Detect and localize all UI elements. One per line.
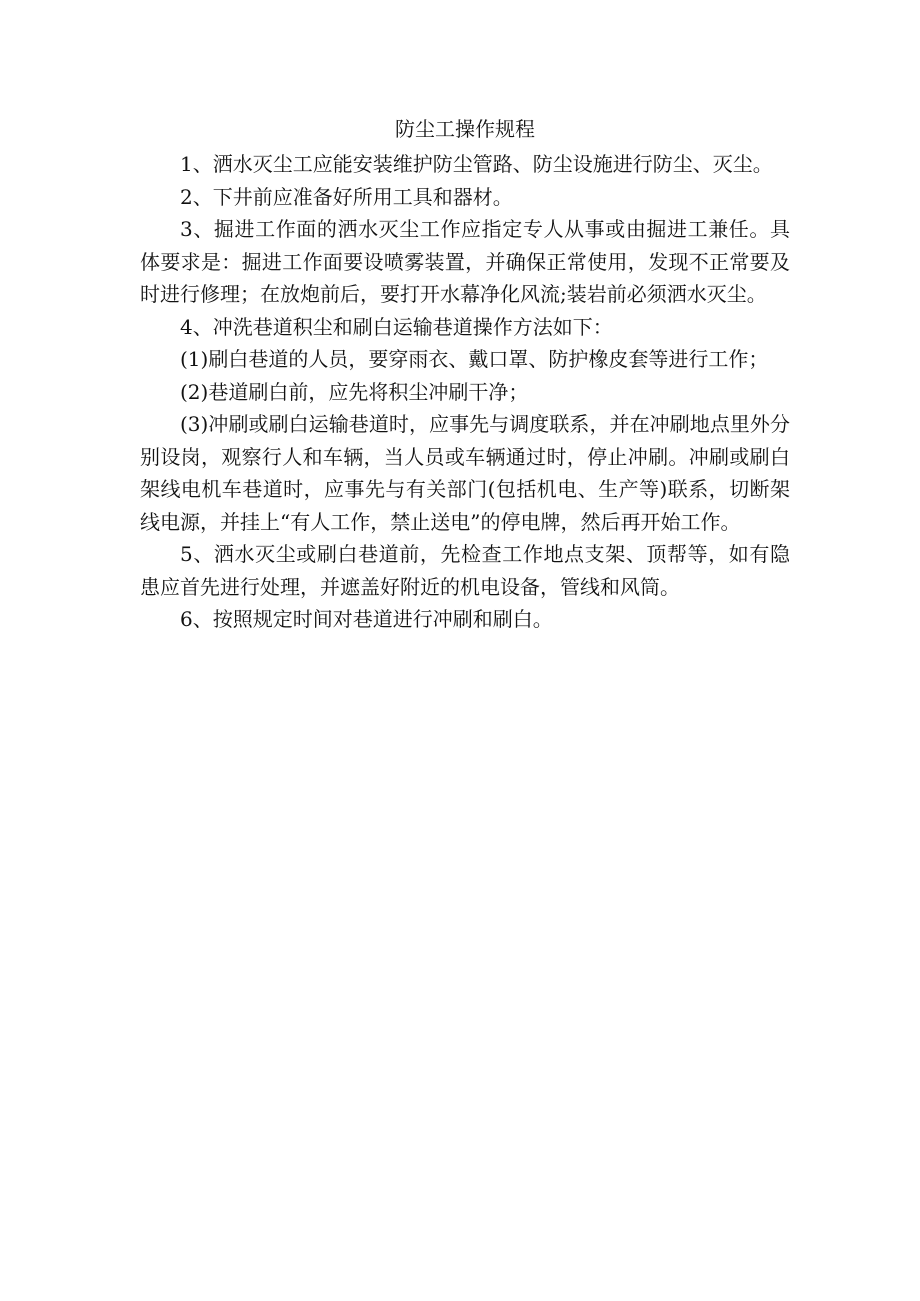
- paragraph-1: 1、洒水灭尘工应能安装维护防尘管路、防尘设施进行防尘、灭尘。: [180, 152, 773, 176]
- paragraph-4: 4、冲洗巷道积尘和刷白运输巷道操作方法如下：: [180, 314, 613, 339]
- paragraph-4-item-2: (2)巷道刷白前，应先将积尘冲刷干净；: [180, 379, 529, 404]
- paragraph-3: 3、掘进工作面的洒水灭尘工作应指定专人从事或由掘进工兼任。具体要求是：掘进工作面要设喷雾装置，并确保正常使用，发现不正常要及时进行修理；在放炮前后，要打开水幕净化风流;装岩前必须洒水灭尘。: [140, 217, 790, 306]
- paragraph-4-item-1: (1)刷白巷道的人员，要穿雨衣、戴口罩、防护橡皮套等进行工作；: [180, 347, 769, 371]
- document-title: 防尘工操作规程: [395, 117, 535, 141]
- document-page: [140, 110, 790, 636]
- paragraph-6: 6、按照规定时间对巷道进行冲刷和刷白。: [180, 607, 553, 631]
- paragraph-5: 5、洒水灭尘或刷白巷道前，先检查工作地点支架、顶帮等，如有隐患应首先进行处理，并遮盖好附近的机电设备，管线和风筒。: [140, 542, 790, 599]
- paragraph-2: 2、下井前应准备好所用工具和器材。: [180, 184, 513, 209]
- paragraph-4-item-3: (3)冲刷或刷白运输巷道时，应事先与调度联系，并在冲刷地点里外分别设岗，观察行人和车辆，当人员或车辆通过时，停止冲刷。冲刷或刷白架线电机车巷道时，应事先与有关部门(包括机电、生产等)联系，切断架线电源，并挂上“有人工作，禁止送电”的停电牌，然后再开始工作。: [140, 412, 790, 534]
